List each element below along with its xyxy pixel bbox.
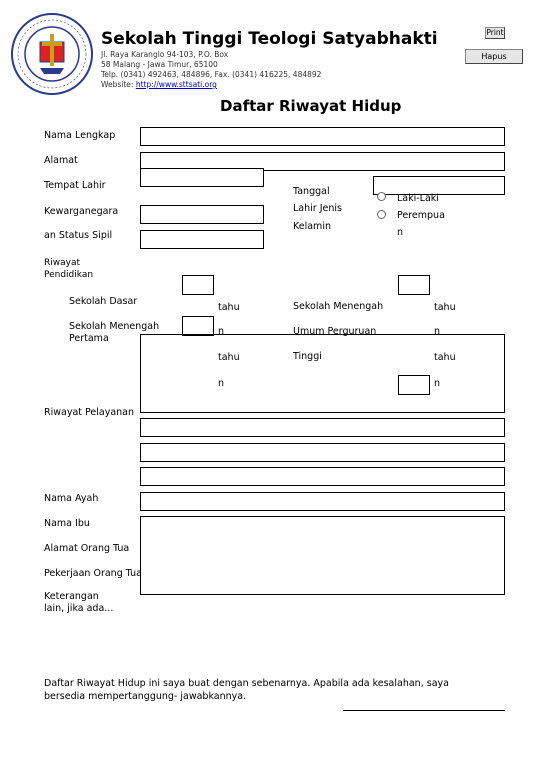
riwayat-pendidikan-line-2: Pendidikan: [44, 270, 94, 280]
phone-line: Telp. (0341) 492463, 484896, Fax. (0341) 416225, 484892: [101, 70, 322, 79]
status-sipil-label: an Status Sipil: [44, 230, 113, 241]
tanggal-label: Tanggal: [293, 186, 330, 197]
n-label: n: [218, 326, 225, 337]
school-name: Sekolah Tinggi Teologi Satyabhakti: [101, 29, 438, 49]
laki-laki-radio[interactable]: [377, 192, 386, 201]
riwayat-pelayanan-input-3[interactable]: [140, 467, 505, 486]
pt-year-input[interactable]: [398, 375, 430, 395]
perempuan-radio[interactable]: [377, 210, 386, 219]
sekolah-menengah-label: Sekolah Menengah: [293, 301, 384, 312]
umum-perguruan-label: Umum Perguruan: [293, 326, 377, 337]
tempat-lahir-label: Tempat Lahir: [44, 180, 106, 191]
nama-lengkap-input[interactable]: [140, 127, 505, 146]
tinggi-label: Tinggi: [293, 351, 322, 362]
school-logo: [10, 12, 94, 96]
perempuan-label: Perempua: [397, 210, 445, 221]
riwayat-pelayanan-label: Riwayat Pelayanan: [44, 407, 135, 418]
tanggal-lahir-input[interactable]: [373, 176, 505, 195]
address-line-2: 58 Malang - Jawa Timur, 65100: [101, 60, 218, 69]
tahun-label: tahu: [218, 352, 240, 363]
print-button[interactable]: Print: [486, 28, 504, 37]
kewarganegaraan-input[interactable]: [140, 205, 264, 224]
smp-label-line-1: Sekolah Menengah: [69, 321, 160, 332]
website-line: [101, 80, 321, 90]
riwayat-pelayanan-input-2[interactable]: [140, 443, 505, 462]
smp-label-line-2: Pertama: [69, 333, 109, 344]
perempuan-label-n: n: [397, 227, 404, 238]
website-link[interactable]: http://www.sttsati.org: [135, 80, 217, 89]
declaration-text: Daftar Riwayat Hidup ini saya buat dengan sebenarnya. Apabila ada kesalahan, saya bersedia mempertanggung- jawabkannya.: [44, 678, 449, 702]
n-label: n: [434, 326, 441, 337]
n-label: n: [218, 378, 225, 389]
nama-lengkap-label: Nama Lengkap: [44, 130, 116, 141]
alamat-label: Alamat: [44, 155, 78, 166]
riwayat-pendidikan-textarea[interactable]: [140, 334, 505, 413]
tempat-lahir-input[interactable]: [140, 168, 264, 187]
keterangan-label: [44, 591, 113, 615]
tahun-label: tahu: [434, 302, 456, 313]
smp-year-input[interactable]: [182, 316, 214, 336]
kewarganegaraan-label: Kewarganegara: [44, 206, 119, 217]
hapus-button[interactable]: Hapus: [465, 49, 523, 64]
alamat-orang-tua-label: Alamat Orang Tua: [44, 543, 130, 554]
form-title: Daftar Riwayat Hidup: [220, 97, 402, 115]
riwayat-pendidikan-label: [44, 257, 93, 281]
riwayat-pelayanan-input-1[interactable]: [140, 418, 505, 437]
website-label: Website:: [101, 80, 134, 89]
sma-year-input[interactable]: [398, 275, 430, 295]
nama-ibu-label: Nama Ibu: [44, 518, 90, 529]
riwayat-pendidikan-line-1: Riwayat: [44, 258, 80, 268]
tahun-label: tahu: [218, 302, 240, 313]
tahun-label: tahu: [434, 352, 456, 363]
status-sipil-input[interactable]: [140, 230, 264, 249]
lahir-jenis-label: Lahir Jenis: [293, 203, 342, 214]
laki-laki-label: Laki-Laki: [397, 193, 439, 204]
keterangan-label-line-1: Keterangan: [44, 591, 99, 602]
signature-line: [343, 710, 505, 711]
sekolah-dasar-label: Sekolah Dasar: [69, 296, 138, 307]
pekerjaan-orang-tua-label: Pekerjaan Orang Tua: [44, 568, 142, 579]
nama-ayah-input[interactable]: [140, 492, 505, 511]
kelamin-label: Kelamin: [293, 221, 331, 232]
sd-year-input[interactable]: [182, 275, 214, 295]
nama-ayah-label: Nama Ayah: [44, 493, 99, 504]
keterangan-label-line-2: lain, jika ada...: [44, 603, 114, 614]
nama-ibu-input[interactable]: [140, 516, 505, 595]
address-line-1: Jl. Raya Karanglo 94-103, P.O. Box: [101, 50, 229, 59]
n-label: n: [434, 378, 441, 389]
